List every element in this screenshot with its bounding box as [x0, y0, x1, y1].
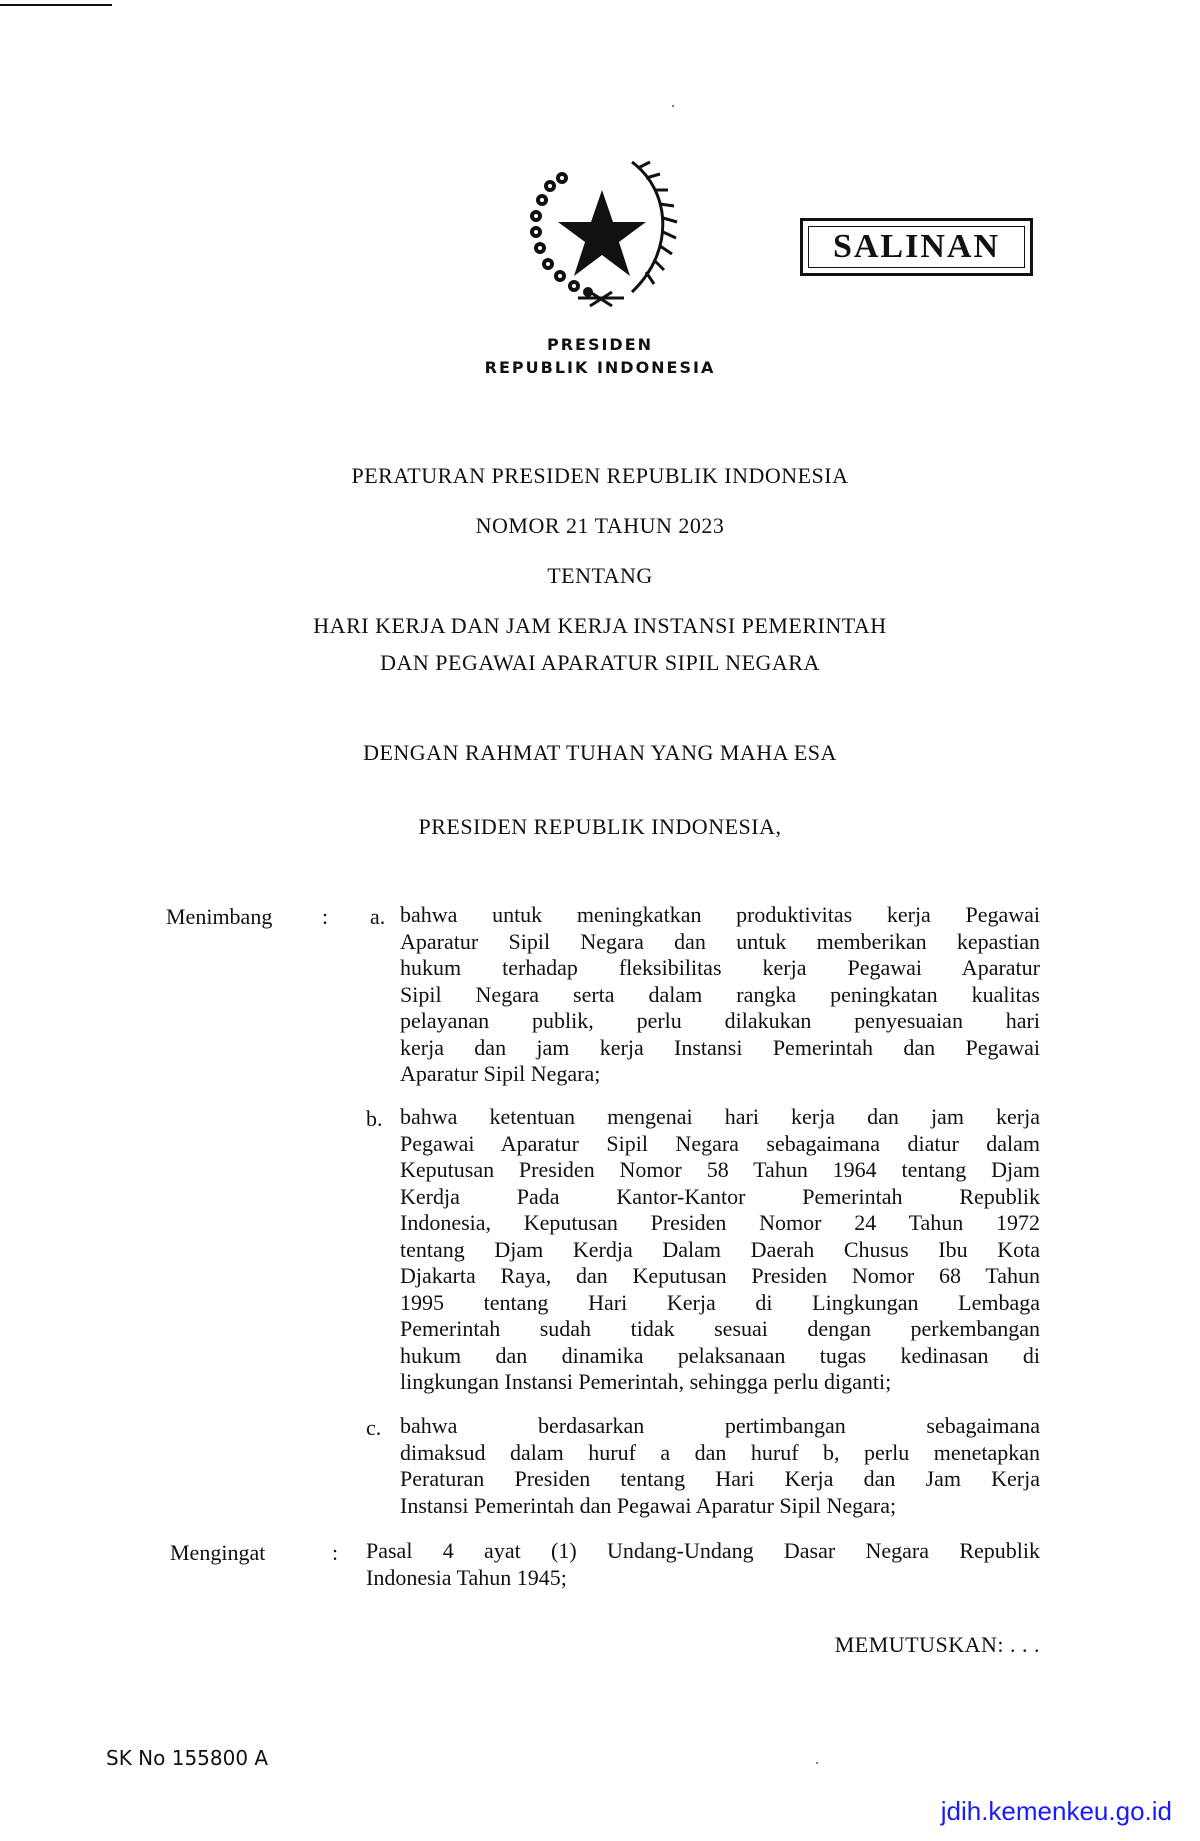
text-line: dimaksud dalam huruf a dan huruf b, perlu menetapkan [400, 1439, 1040, 1465]
text-line: bahwa berdasarkan pertimbangan sebagaimana [400, 1413, 1040, 1438]
text-line: Kerdja Pada Kantor-Kantor Pemerintah Republik [400, 1183, 1040, 1209]
text-line: pelayanan publik, perlu dilakukan penyesuaian hari [400, 1008, 1040, 1033]
text-line: Indonesia, Keputusan Presiden Nomor 24 Tahun 1972 [400, 1210, 1040, 1235]
text-line: 1995 tentang Hari Kerja di Lingkungan Lembaga [400, 1289, 1040, 1315]
menimbang-item-b-text [400, 1104, 1040, 1396]
regulation-number: NOMOR 21 TAHUN 2023 [475, 513, 725, 538]
text-line: Peraturan Presiden tentang Hari Kerja dan Jam Kerja [400, 1466, 1040, 1491]
text-line: kerja dan jam kerja Instansi Pemerintah dan Pegawai [400, 1034, 1040, 1060]
text-line: Djakarta Raya, dan Keputusan Presiden Nomor 68 Tahun [400, 1263, 1040, 1288]
office-line-2: REPUBLIK INDONESIA [484, 358, 716, 377]
sk-number: SK No 155800 A [106, 1746, 269, 1770]
regulation-subject-line-2: DAN PEGAWAI APARATUR SIPIL NEGARA [380, 650, 820, 675]
text-line: Keputusan Presiden Nomor 58 Tahun 1964 tentang Djam [400, 1157, 1040, 1182]
copy-stamp [800, 218, 1033, 276]
text-line: Indonesia Tahun 1945; [366, 1564, 567, 1590]
regulation-subject-line-1: HARI KERJA DAN JAM KERJA INSTANSI PEMERINTAH [313, 613, 887, 638]
text-line: tentang Djam Kerdja Dalam Daerah Chusus Ibu Kota [400, 1236, 1040, 1262]
presidential-emblem-icon [520, 150, 680, 316]
menimbang-item-b-letter: b. [366, 1106, 383, 1131]
text-line: Aparatur Sipil Negara; [400, 1061, 601, 1086]
regulation-title: PERATURAN PRESIDEN REPUBLIK INDONESIA [351, 463, 849, 488]
text-line: Pegawai Aparatur Sipil Negara sebagaimana diatur dalam [400, 1130, 1040, 1156]
menimbang-item-c-text [400, 1413, 1040, 1519]
copy-stamp-text: SALINAN [832, 228, 1001, 265]
text-line: lingkungan Instansi Pemerintah, sehingga perlu diganti; [400, 1369, 892, 1394]
issuer: PRESIDEN REPUBLIK INDONESIA, [418, 814, 782, 839]
text-line: Pasal 4 ayat (1) Undang-Undang Dasar Negara Republik [366, 1538, 1040, 1563]
menimbang-item-c-letter: c. [366, 1415, 382, 1440]
menimbang-item-a-text [400, 902, 1040, 1088]
source-watermark: jdih.kemenkeu.go.id [940, 1796, 1172, 1826]
scan-speck [672, 105, 674, 107]
text-line: hukum terhadap fleksibilitas kerja Pegawai Aparatur [400, 955, 1040, 980]
text-line: Sipil Negara serta dalam rangka peningkatan kualitas [400, 981, 1040, 1007]
text-line: hukum dan dinamika pelaksanaan tugas kedinasan di [400, 1342, 1040, 1368]
menimbang-colon: : [322, 904, 329, 929]
text-line: bahwa ketentuan mengenai hari kerja dan jam kerja [400, 1104, 1040, 1129]
text-line: Instansi Pemerintah dan Pegawai Aparatur Sipil Negara; [400, 1492, 897, 1518]
mengingat-colon: : [332, 1540, 339, 1565]
office-line-1: PRESIDEN [546, 335, 654, 354]
top-rule [0, 4, 112, 6]
invocation: DENGAN RAHMAT TUHAN YANG MAHA ESA [363, 740, 837, 765]
menimbang-label: Menimbang [166, 904, 273, 929]
menimbang-item-a-letter: a. [370, 904, 386, 929]
scan-speck [816, 1762, 818, 1764]
text-line: Aparatur Sipil Negara dan untuk memberikan kepastian [400, 928, 1040, 954]
text-line: bahwa untuk meningkatkan produktivitas kerja Pegawai [400, 902, 1040, 927]
text-line: Pemerintah sudah tidak sesuai dengan perkembangan [400, 1316, 1040, 1341]
continuation-marker: MEMUTUSKAN: . . . [834, 1632, 1040, 1657]
mengingat-text [366, 1538, 1040, 1591]
regulation-about-label: TENTANG [547, 563, 653, 588]
mengingat-label: Mengingat [170, 1540, 266, 1565]
